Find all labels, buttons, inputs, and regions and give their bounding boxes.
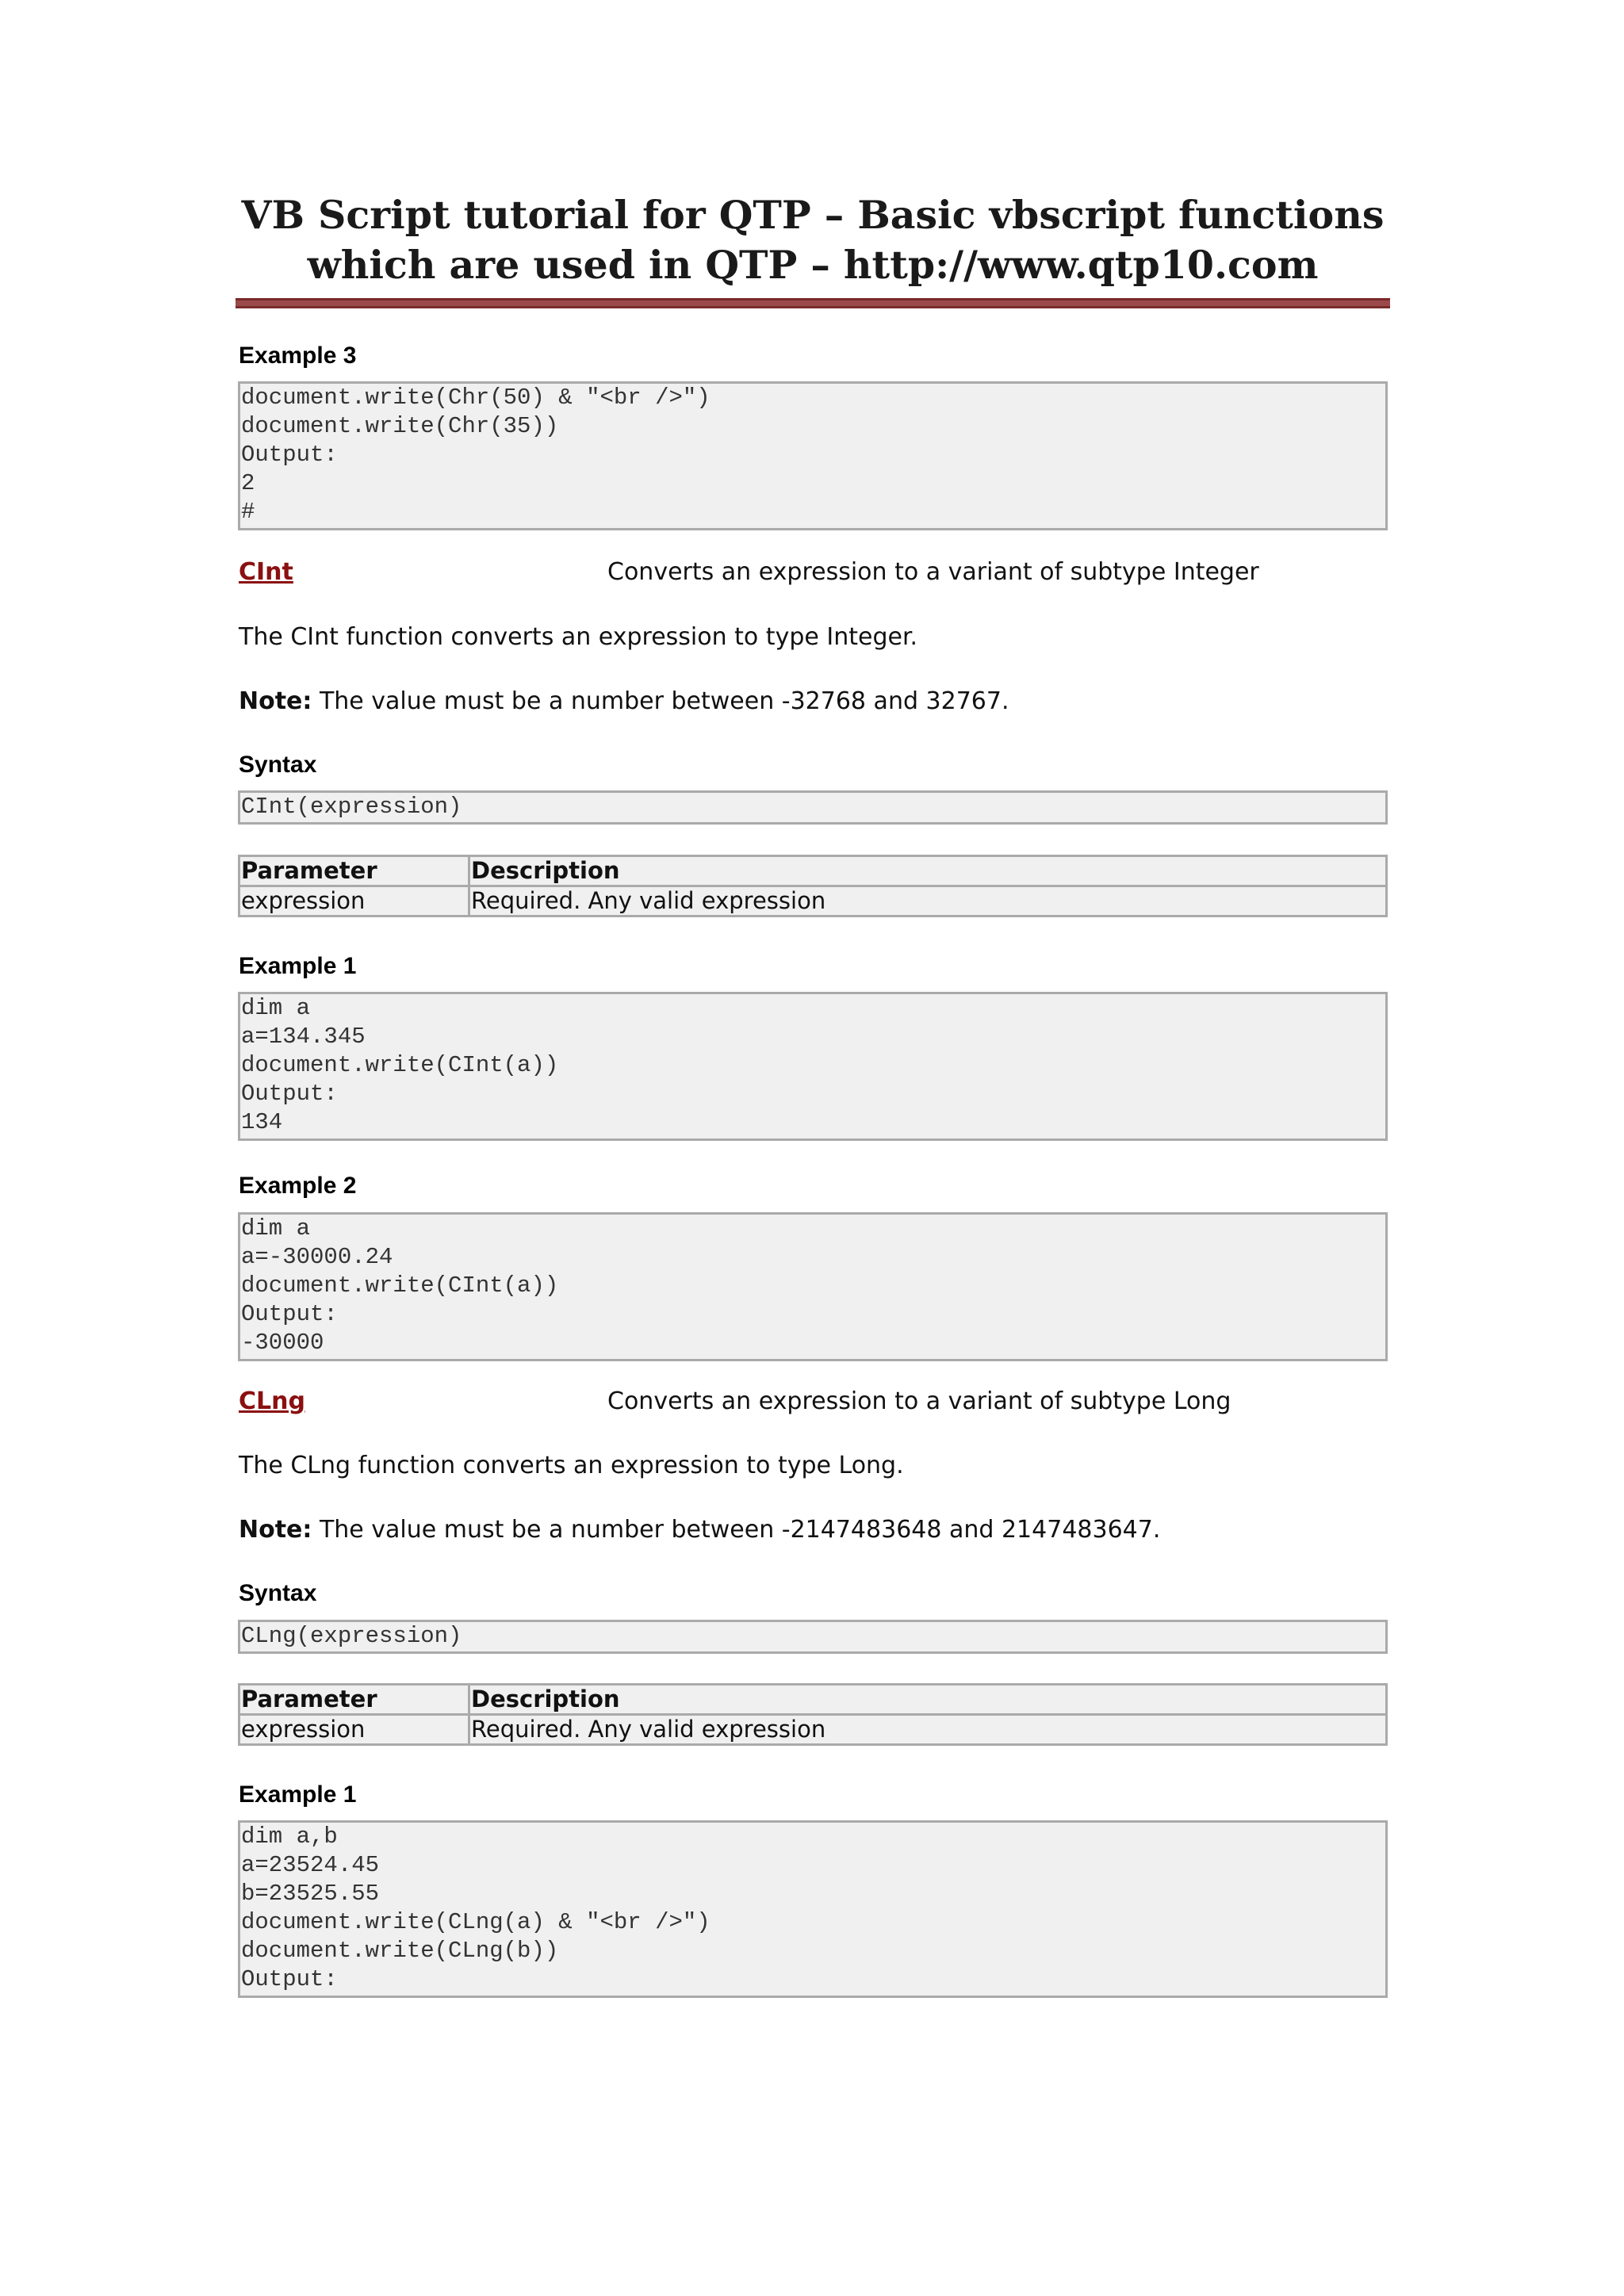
cint-example2-code: [238, 1212, 1388, 1361]
cint-intro: The CInt function converts an expression to type Integer.: [239, 623, 918, 651]
table-cell: Required. Any valid expression: [469, 886, 1387, 916]
clng-summary: Converts an expression to a variant of subtype Long: [607, 1387, 1231, 1415]
code-line: CInt(expression): [241, 794, 462, 820]
clng-link[interactable]: CLng: [239, 1387, 305, 1415]
code-line: Output:: [241, 1301, 338, 1327]
code-line: CLng(expression): [241, 1623, 462, 1649]
table-cell: Required. Any valid expression: [469, 1715, 1387, 1745]
clng-note-text: The value must be a number between -2147483648 and 2147483647.: [312, 1516, 1161, 1544]
code-line: a=-30000.24: [241, 1244, 393, 1270]
cint-syntax-heading: Syntax: [239, 752, 317, 778]
code-line: document.write(Chr(50) & "<br />"): [241, 385, 710, 411]
cint-link[interactable]: CInt: [239, 558, 293, 586]
code-line: dim a: [241, 1215, 311, 1242]
code-line: Output:: [241, 1081, 338, 1107]
table-header-cell: Description: [469, 856, 1387, 886]
table-cell: expression: [239, 1715, 469, 1745]
cint-example2-heading: Example 2: [239, 1173, 357, 1199]
table-header-row: [239, 856, 1387, 886]
clng-note: [239, 1516, 1160, 1544]
code-line: Output:: [241, 442, 338, 468]
code-line: a=134.345: [241, 1024, 366, 1050]
code-line: document.write(Chr(35)): [241, 413, 559, 439]
cint-example1-code: [238, 992, 1388, 1141]
chr-example3-code: [238, 381, 1388, 530]
code-line: b=23525.55: [241, 1881, 380, 1907]
table-row: [239, 1715, 1387, 1745]
code-line: a=23524.45: [241, 1852, 380, 1878]
table-cell: expression: [239, 886, 469, 916]
clng-example1-code: [238, 1820, 1388, 1998]
cint-syntax-code: [238, 790, 1388, 825]
table-header-cell: Description: [469, 1685, 1387, 1715]
code-line: #: [241, 499, 255, 525]
code-line: document.write(CLng(b)): [241, 1938, 559, 1964]
cint-params-table: [238, 855, 1388, 917]
cint-note-text: The value must be a number between -32768 and 32767.: [312, 687, 1009, 715]
clng-syntax-code: [238, 1620, 1388, 1654]
code-line: document.write(CInt(a)): [241, 1272, 559, 1299]
page-title: VB Script tutorial for QTP – Basic vbscript functions which are used in QTP – http://www.qtp10.com: [241, 192, 1385, 288]
clng-note-label: Note:: [239, 1516, 312, 1544]
table-header-cell: Parameter: [239, 1685, 469, 1715]
code-line: document.write(CInt(a)): [241, 1052, 559, 1078]
code-line: dim a: [241, 995, 311, 1021]
code-line: document.write(CLng(a) & "<br />"): [241, 1909, 710, 1935]
code-line: 2: [241, 470, 255, 496]
cint-note: [239, 687, 1009, 715]
code-line: 134: [241, 1109, 283, 1135]
code-line: Output:: [241, 1966, 338, 1992]
clng-example1-heading: Example 1: [239, 1781, 357, 1808]
clng-params-table: [238, 1683, 1388, 1746]
code-line: dim a,b: [241, 1823, 338, 1850]
table-row: [239, 886, 1387, 916]
code-line: -30000: [241, 1330, 324, 1356]
clng-intro: The CLng function converts an expression to type Long.: [239, 1452, 904, 1479]
table-header-cell: Parameter: [239, 856, 469, 886]
clng-syntax-heading: Syntax: [239, 1580, 317, 1606]
chr-example3-heading: Example 3: [239, 342, 357, 369]
cint-example1-heading: Example 1: [239, 953, 357, 979]
cint-note-label: Note:: [239, 687, 312, 715]
cint-summary: Converts an expression to a variant of subtype Integer: [607, 558, 1259, 586]
table-header-row: [239, 1685, 1387, 1715]
content: [236, 0, 1390, 2296]
